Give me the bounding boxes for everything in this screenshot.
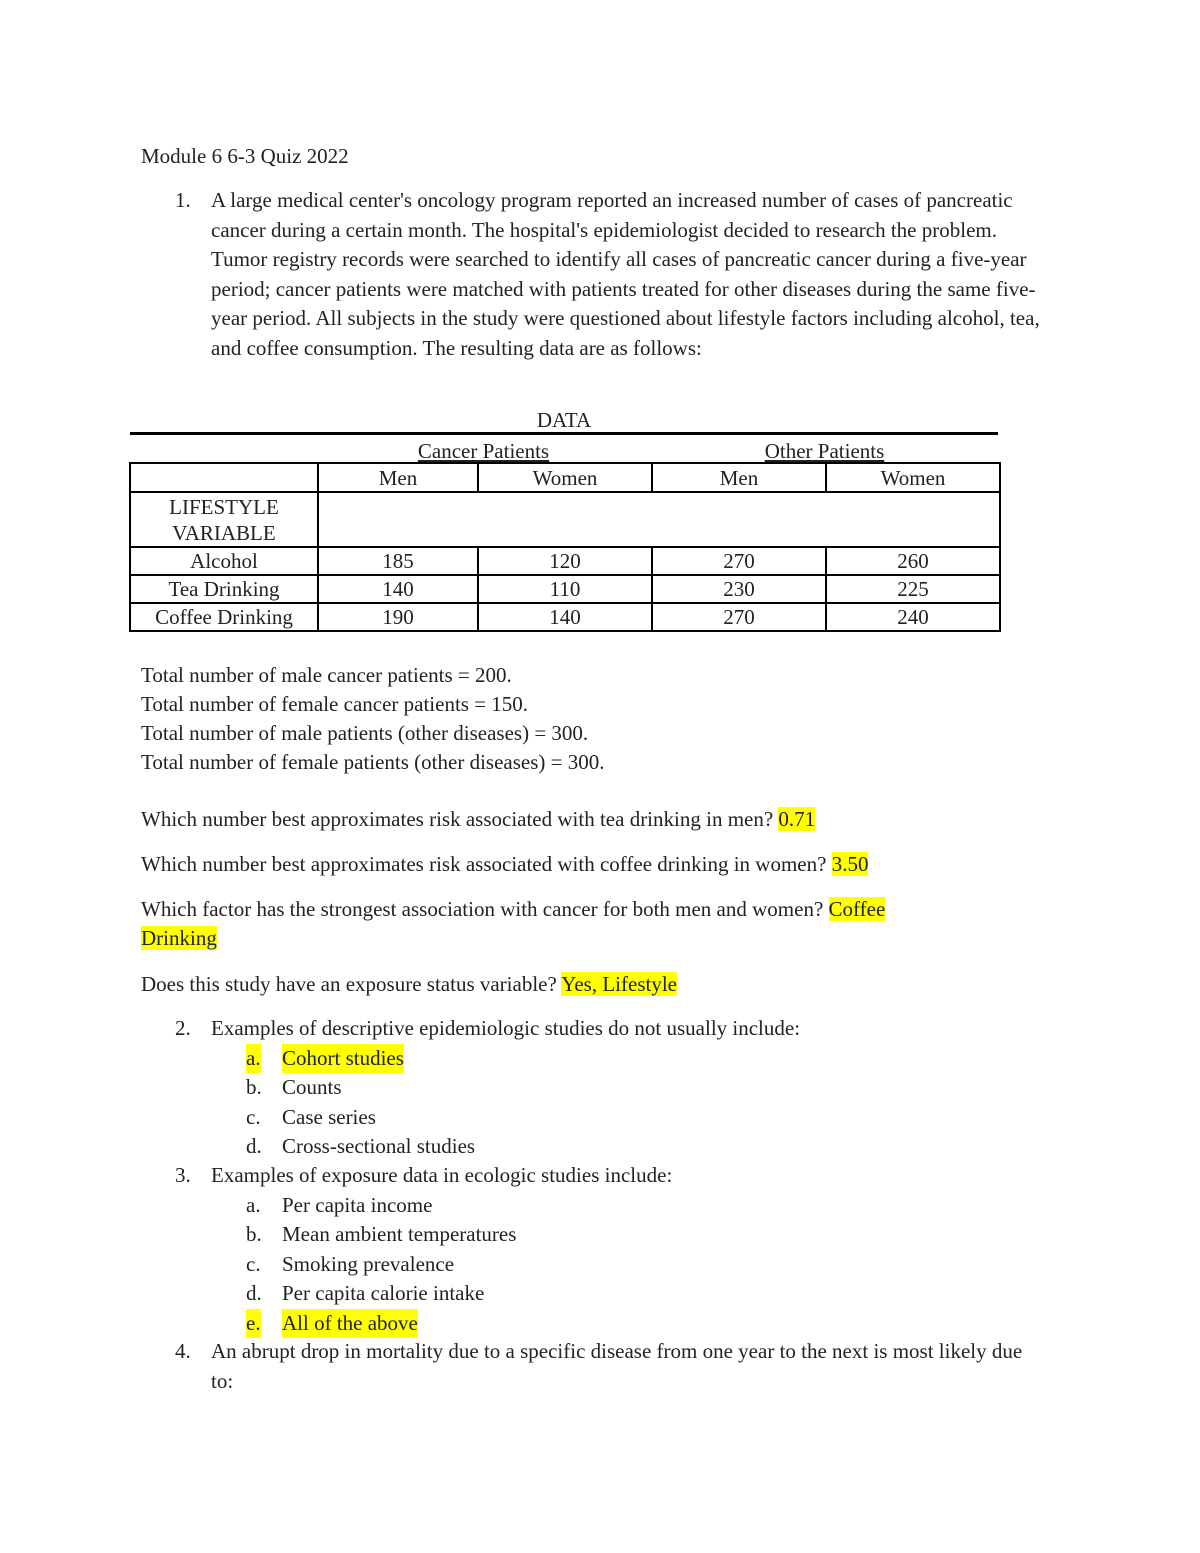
subquestion-text: Which number best approximates risk associated with coffee drinking in women?: [141, 852, 827, 876]
table-cell: 270: [652, 603, 826, 631]
option-text: Cohort studies: [282, 1044, 404, 1074]
option-letter: e.: [246, 1309, 261, 1339]
table-title: DATA: [536, 408, 592, 432]
group-header-other: Other Patients: [764, 439, 885, 463]
highlighted-answer: 0.71: [778, 807, 816, 831]
option-text: Smoking prevalence: [282, 1251, 455, 1276]
subquestion: [141, 970, 677, 1000]
highlighted-answer: Drinking: [141, 926, 217, 950]
table-row: [130, 603, 1000, 631]
question-text: Examples of descriptive epidemiologic studies do not usually include:: [211, 1016, 801, 1040]
question-text: An abrupt drop in mortality due to a specific disease from one year to the next is most likely due to:: [211, 1339, 1023, 1393]
option-letter: a.: [246, 1044, 261, 1074]
option-text: Per capita income: [282, 1192, 433, 1217]
empty-span-cell: [318, 492, 1000, 547]
question-3: [175, 1161, 1055, 1338]
question-4: [175, 1337, 1055, 1396]
option-text: Case series: [282, 1104, 376, 1129]
table-cell: 140: [478, 603, 652, 631]
answer-option: [175, 1220, 1055, 1250]
table-row: [130, 547, 1000, 575]
answer-option: [175, 1250, 1055, 1280]
option-letter: a.: [246, 1192, 261, 1217]
answer-option: [175, 1309, 1055, 1339]
subquestion: [141, 850, 868, 880]
question-number: 3.: [175, 1163, 191, 1187]
lifestyle-data-table: [129, 462, 1001, 632]
answer-option: [175, 1073, 1055, 1103]
table-cell: 230: [652, 575, 826, 603]
total-line: Total number of male cancer patients = 200.: [141, 663, 512, 687]
option-text: Cross-sectional studies: [282, 1134, 476, 1158]
column-header: Men: [652, 463, 826, 492]
highlighted-answer: Coffee: [828, 897, 886, 921]
table-cell: 190: [318, 603, 478, 631]
answer-option: [175, 1103, 1055, 1133]
table-row: [130, 575, 1000, 603]
table-row: [130, 492, 1000, 547]
question-number: 4.: [175, 1339, 191, 1363]
subquestion-continuation: [141, 924, 217, 954]
column-header: Women: [478, 463, 652, 492]
table-corner-cell: [130, 463, 318, 492]
answer-option: [175, 1044, 1055, 1074]
table-header-row: [130, 463, 1000, 492]
total-line: Total number of female cancer patients = 150.: [141, 692, 529, 716]
row-header: LIFESTYLE VARIABLE: [130, 492, 318, 547]
option-letter: d.: [246, 1281, 262, 1305]
highlighted-answer: Yes, Lifestyle: [561, 972, 677, 996]
total-line: Total number of female patients (other diseases) = 300.: [141, 750, 605, 774]
row-label: Coffee Drinking: [130, 603, 318, 631]
highlighted-answer: 3.50: [831, 852, 869, 876]
table-cell: 140: [318, 575, 478, 603]
question-text: Examples of exposure data in ecologic studies include:: [211, 1163, 673, 1187]
table-cell: 260: [826, 547, 1000, 575]
row-label: Tea Drinking: [130, 575, 318, 603]
option-letter: c.: [246, 1251, 261, 1276]
option-text: All of the above: [282, 1309, 418, 1339]
table-cell: 110: [478, 575, 652, 603]
column-header: Women: [826, 463, 1000, 492]
question-text: A large medical center's oncology program reported an increased number of cases of pancreatic cancer during a certain month. The hospital's epidemiologist decided to research the problem. Tumor registry records were searched to identify all cases of pancreatic cancer during a five-year period; cancer patients were matched with patients treated for other diseases during the same five-year period. All subjects in the study were questioned about lifestyle factors including alcohol, tea, and coffee consumption. The resulting data are as follows:: [211, 188, 1040, 360]
answer-option: [175, 1132, 1055, 1162]
column-header: Men: [318, 463, 478, 492]
option-text: Counts: [282, 1075, 342, 1099]
table-cell: 120: [478, 547, 652, 575]
option-text: Per capita calorie intake: [282, 1281, 485, 1305]
table-cell: 240: [826, 603, 1000, 631]
table-cell: 270: [652, 547, 826, 575]
total-line: Total number of male patients (other diseases) = 300.: [141, 721, 589, 745]
answer-option: [175, 1191, 1055, 1221]
question-number: 2.: [175, 1016, 191, 1040]
question-number: 1.: [175, 188, 191, 212]
table-cell: 185: [318, 547, 478, 575]
group-header-cancer: Cancer Patients: [417, 439, 550, 463]
subquestion: [141, 805, 815, 835]
subquestion-text: Which number best approximates risk associated with tea drinking in men?: [141, 807, 774, 831]
table-top-rule: [130, 432, 998, 435]
subquestion: [141, 895, 885, 925]
table-cell: 225: [826, 575, 1000, 603]
subquestion-text: Does this study have an exposure status variable?: [141, 972, 557, 996]
option-letter: d.: [246, 1134, 262, 1158]
question-2: [175, 1014, 1055, 1162]
question-1: [175, 186, 1055, 363]
subquestion-text: Which factor has the strongest association with cancer for both men and women?: [141, 897, 824, 921]
option-letter: b.: [246, 1075, 262, 1099]
option-letter: c.: [246, 1104, 261, 1129]
document-title: Module 6 6-3 Quiz 2022: [141, 144, 349, 168]
answer-option: [175, 1279, 1055, 1309]
row-label: Alcohol: [130, 547, 318, 575]
option-text: Mean ambient temperatures: [282, 1222, 517, 1246]
option-letter: b.: [246, 1222, 262, 1246]
